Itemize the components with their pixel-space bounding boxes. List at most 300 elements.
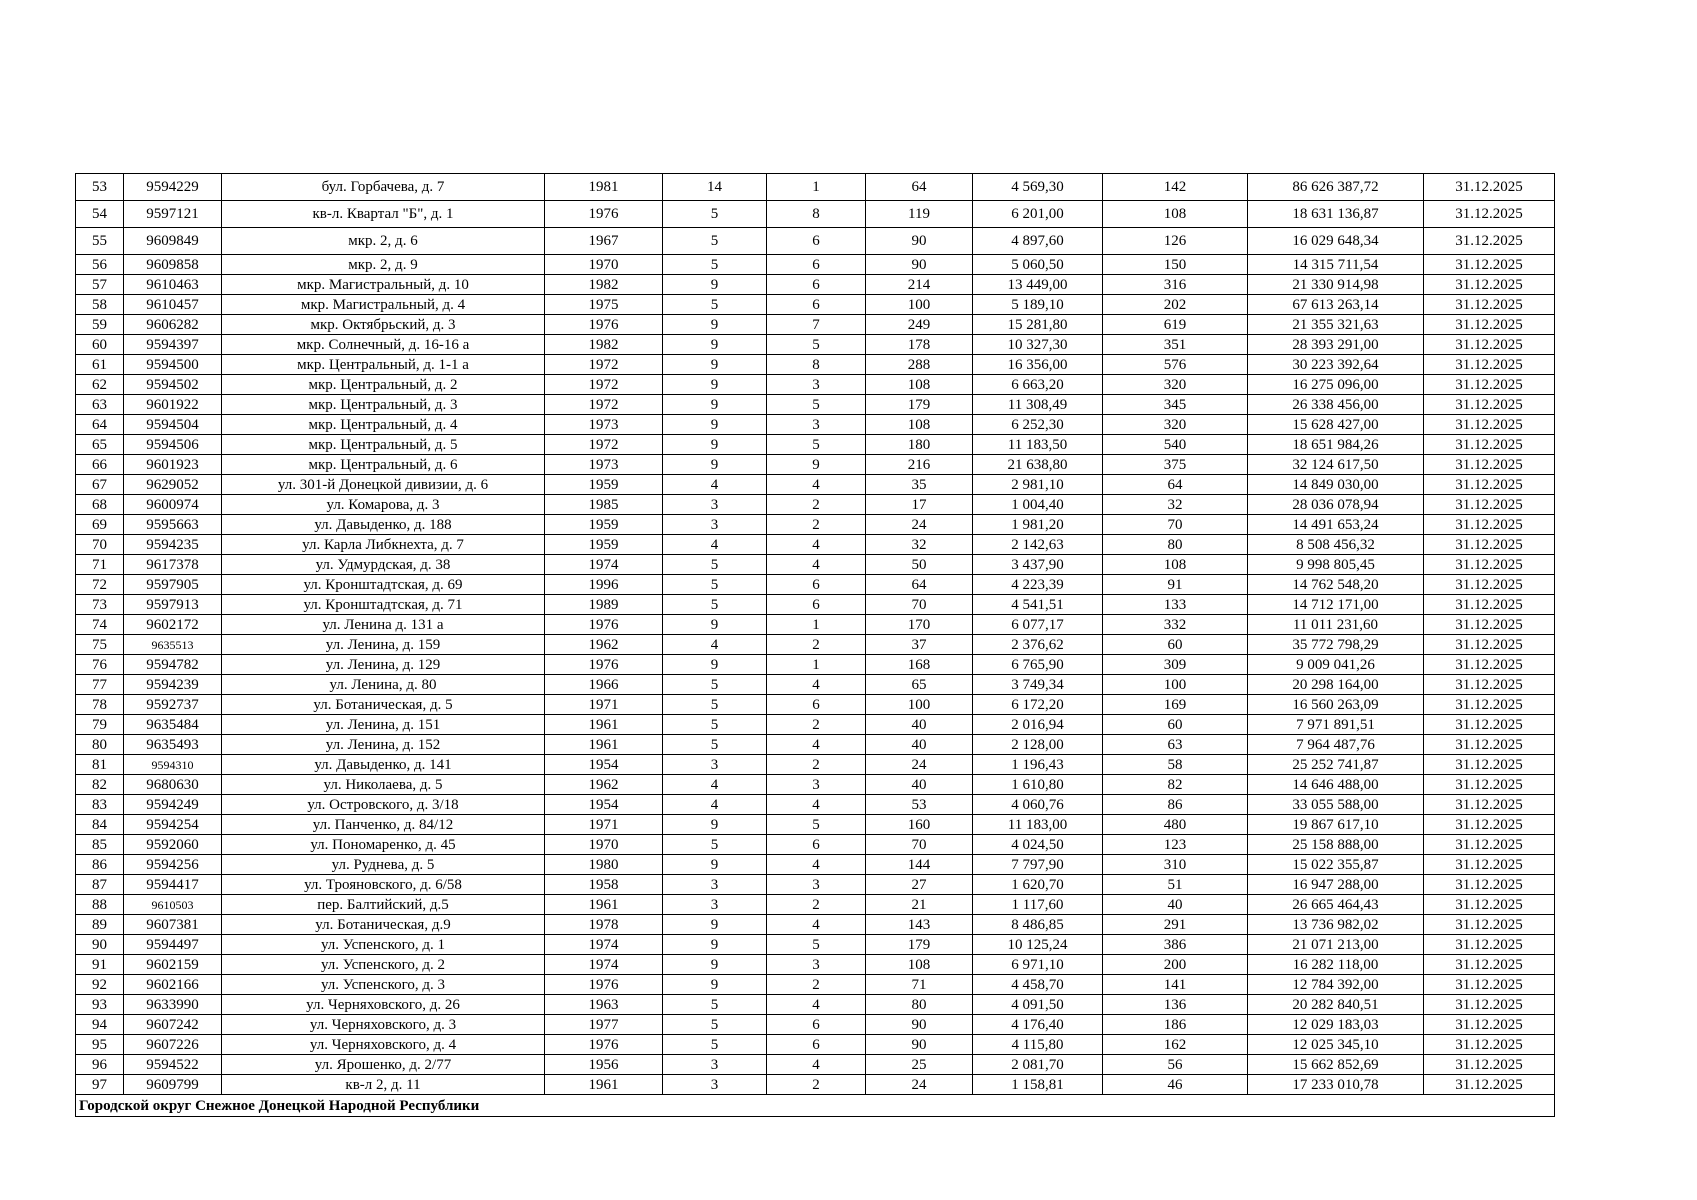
area-cell: 13 449,00	[973, 275, 1103, 295]
object-code: 9607381	[124, 915, 222, 935]
object-code: 9607226	[124, 1035, 222, 1055]
entrance-count: 4	[767, 995, 866, 1015]
table-row	[76, 515, 1555, 535]
flat-count: 178	[866, 335, 973, 355]
object-code: 9594502	[124, 375, 222, 395]
floor-count: 9	[663, 415, 767, 435]
area-cell: 1 117,60	[973, 895, 1103, 915]
entrance-count: 5	[767, 815, 866, 835]
row-number: 89	[76, 915, 124, 935]
build-year: 1974	[545, 955, 663, 975]
address-cell: бул. Горбачева, д. 7	[222, 174, 545, 201]
floor-count: 5	[663, 1035, 767, 1055]
deadline-cell: 31.12.2025	[1424, 1075, 1555, 1095]
cost-cell: 25 252 741,87	[1248, 755, 1424, 775]
object-code: 9594310	[124, 755, 222, 775]
deadline-cell: 31.12.2025	[1424, 875, 1555, 895]
entrance-count: 4	[767, 555, 866, 575]
row-number: 62	[76, 375, 124, 395]
row-number: 64	[76, 415, 124, 435]
build-year: 1966	[545, 675, 663, 695]
flat-count: 21	[866, 895, 973, 915]
entrance-count: 4	[767, 795, 866, 815]
row-number: 83	[76, 795, 124, 815]
area-cell: 1 004,40	[973, 495, 1103, 515]
cost-cell: 16 029 648,34	[1248, 228, 1424, 255]
build-year: 1972	[545, 355, 663, 375]
cost-cell: 30 223 392,64	[1248, 355, 1424, 375]
build-year: 1970	[545, 255, 663, 275]
object-code: 9592060	[124, 835, 222, 855]
floor-count: 9	[663, 935, 767, 955]
area-cell: 4 060,76	[973, 795, 1103, 815]
floor-count: 5	[663, 228, 767, 255]
address-cell: ул. Ленина, д. 159	[222, 635, 545, 655]
flat-count: 32	[866, 535, 973, 555]
cost-cell: 9 998 805,45	[1248, 555, 1424, 575]
area-cell: 4 223,39	[973, 575, 1103, 595]
entrance-count: 8	[767, 201, 866, 228]
deadline-cell: 31.12.2025	[1424, 295, 1555, 315]
table-row	[76, 435, 1555, 455]
resident-count: 123	[1103, 835, 1248, 855]
build-year: 1961	[545, 715, 663, 735]
build-year: 1973	[545, 455, 663, 475]
row-number: 79	[76, 715, 124, 735]
area-cell: 6 971,10	[973, 955, 1103, 975]
area-cell: 2 981,10	[973, 475, 1103, 495]
table-row	[76, 715, 1555, 735]
floor-count: 9	[663, 315, 767, 335]
flat-count: 288	[866, 355, 973, 375]
build-year: 1976	[545, 655, 663, 675]
table-row	[76, 228, 1555, 255]
cost-cell: 35 772 798,29	[1248, 635, 1424, 655]
resident-count: 576	[1103, 355, 1248, 375]
build-year: 1973	[545, 415, 663, 435]
build-year: 1981	[545, 174, 663, 201]
table-row	[76, 835, 1555, 855]
entrance-count: 6	[767, 835, 866, 855]
row-number: 59	[76, 315, 124, 335]
entrance-count: 4	[767, 855, 866, 875]
area-cell: 4 024,50	[973, 835, 1103, 855]
address-cell: мкр. Центральный, д. 5	[222, 435, 545, 455]
area-cell: 1 196,43	[973, 755, 1103, 775]
table-body	[76, 174, 1555, 1095]
entrance-count: 2	[767, 635, 866, 655]
table-row	[76, 735, 1555, 755]
table-row	[76, 415, 1555, 435]
flat-count: 249	[866, 315, 973, 335]
row-number: 94	[76, 1015, 124, 1035]
area-cell: 6 201,00	[973, 201, 1103, 228]
entrance-count: 6	[767, 255, 866, 275]
object-code: 9594256	[124, 855, 222, 875]
entrance-count: 3	[767, 775, 866, 795]
deadline-cell: 31.12.2025	[1424, 515, 1555, 535]
build-year: 1975	[545, 295, 663, 315]
deadline-cell: 31.12.2025	[1424, 435, 1555, 455]
area-cell: 2 128,00	[973, 735, 1103, 755]
table-row	[76, 695, 1555, 715]
address-cell: мкр. 2, д. 9	[222, 255, 545, 275]
address-cell: ул. Давыденко, д. 141	[222, 755, 545, 775]
entrance-count: 4	[767, 1055, 866, 1075]
object-code: 9594229	[124, 174, 222, 201]
object-code: 9602166	[124, 975, 222, 995]
table-row	[76, 855, 1555, 875]
entrance-count: 2	[767, 515, 866, 535]
resident-count: 108	[1103, 201, 1248, 228]
flat-count: 50	[866, 555, 973, 575]
row-number: 63	[76, 395, 124, 415]
table-row	[76, 815, 1555, 835]
resident-count: 46	[1103, 1075, 1248, 1095]
address-cell: ул. Ленина, д. 80	[222, 675, 545, 695]
row-number: 78	[76, 695, 124, 715]
build-year: 1976	[545, 1035, 663, 1055]
floor-count: 3	[663, 755, 767, 775]
floor-count: 4	[663, 775, 767, 795]
row-number: 68	[76, 495, 124, 515]
floor-count: 9	[663, 395, 767, 415]
deadline-cell: 31.12.2025	[1424, 815, 1555, 835]
flat-count: 214	[866, 275, 973, 295]
resident-count: 126	[1103, 228, 1248, 255]
area-cell: 2 142,63	[973, 535, 1103, 555]
entrance-count: 6	[767, 295, 866, 315]
object-code: 9635513	[124, 635, 222, 655]
object-code: 9594506	[124, 435, 222, 455]
entrance-count: 5	[767, 435, 866, 455]
object-code: 9594504	[124, 415, 222, 435]
address-cell: ул. Комарова, д. 3	[222, 495, 545, 515]
object-code: 9602159	[124, 955, 222, 975]
floor-count: 5	[663, 575, 767, 595]
resident-count: 291	[1103, 915, 1248, 935]
resident-count: 60	[1103, 635, 1248, 655]
address-cell: ул. Черняховского, д. 4	[222, 1035, 545, 1055]
resident-count: 100	[1103, 675, 1248, 695]
address-cell: пер. Балтийский, д.5	[222, 895, 545, 915]
cost-cell: 86 626 387,72	[1248, 174, 1424, 201]
object-code: 9594249	[124, 795, 222, 815]
object-code: 9597913	[124, 595, 222, 615]
cost-cell: 26 338 456,00	[1248, 395, 1424, 415]
table-row	[76, 935, 1555, 955]
build-year: 1996	[545, 575, 663, 595]
build-year: 1985	[545, 495, 663, 515]
object-code: 9633990	[124, 995, 222, 1015]
row-number: 84	[76, 815, 124, 835]
resident-count: 386	[1103, 935, 1248, 955]
area-cell: 1 620,70	[973, 875, 1103, 895]
row-number: 87	[76, 875, 124, 895]
table-row	[76, 255, 1555, 275]
row-number: 90	[76, 935, 124, 955]
address-cell: мкр. Центральный, д. 4	[222, 415, 545, 435]
table-row	[76, 595, 1555, 615]
build-year: 1980	[545, 855, 663, 875]
resident-count: 310	[1103, 855, 1248, 875]
floor-count: 9	[663, 455, 767, 475]
floor-count: 3	[663, 515, 767, 535]
address-cell: ул. Ленина, д. 152	[222, 735, 545, 755]
row-number: 86	[76, 855, 124, 875]
build-year: 1956	[545, 1055, 663, 1075]
flat-count: 24	[866, 515, 973, 535]
build-year: 1958	[545, 875, 663, 895]
resident-count: 64	[1103, 475, 1248, 495]
row-number: 67	[76, 475, 124, 495]
deadline-cell: 31.12.2025	[1424, 1035, 1555, 1055]
cost-cell: 33 055 588,00	[1248, 795, 1424, 815]
floor-count: 9	[663, 975, 767, 995]
resident-count: 141	[1103, 975, 1248, 995]
entrance-count: 6	[767, 228, 866, 255]
build-year: 1974	[545, 555, 663, 575]
row-number: 97	[76, 1075, 124, 1095]
cost-cell: 12 029 183,03	[1248, 1015, 1424, 1035]
entrance-count: 2	[767, 755, 866, 775]
deadline-cell: 31.12.2025	[1424, 395, 1555, 415]
area-cell: 6 172,20	[973, 695, 1103, 715]
floor-count: 9	[663, 915, 767, 935]
object-code: 9635484	[124, 715, 222, 735]
object-code: 9594497	[124, 935, 222, 955]
floor-count: 9	[663, 815, 767, 835]
cost-cell: 21 071 213,00	[1248, 935, 1424, 955]
resident-count: 32	[1103, 495, 1248, 515]
build-year: 1976	[545, 975, 663, 995]
address-cell: мкр. Центральный, д. 2	[222, 375, 545, 395]
address-cell: ул. Трояновского, д. 6/58	[222, 875, 545, 895]
object-code: 9594522	[124, 1055, 222, 1075]
row-number: 91	[76, 955, 124, 975]
build-year: 1977	[545, 1015, 663, 1035]
flat-count: 179	[866, 395, 973, 415]
resident-count: 70	[1103, 515, 1248, 535]
flat-count: 144	[866, 855, 973, 875]
table-row	[76, 775, 1555, 795]
floor-count: 3	[663, 1055, 767, 1075]
cost-cell: 7 971 891,51	[1248, 715, 1424, 735]
area-cell: 6 663,20	[973, 375, 1103, 395]
cost-cell: 14 315 711,54	[1248, 255, 1424, 275]
resident-count: 186	[1103, 1015, 1248, 1035]
area-cell: 4 458,70	[973, 975, 1103, 995]
resident-count: 58	[1103, 755, 1248, 775]
resident-count: 82	[1103, 775, 1248, 795]
area-cell: 6 252,30	[973, 415, 1103, 435]
entrance-count: 8	[767, 355, 866, 375]
table-row	[76, 375, 1555, 395]
row-number: 96	[76, 1055, 124, 1075]
resident-count: 309	[1103, 655, 1248, 675]
cost-cell: 9 009 041,26	[1248, 655, 1424, 675]
address-cell: мкр. Центральный, д. 1-1 а	[222, 355, 545, 375]
row-number: 53	[76, 174, 124, 201]
resident-count: 162	[1103, 1035, 1248, 1055]
flat-count: 27	[866, 875, 973, 895]
deadline-cell: 31.12.2025	[1424, 655, 1555, 675]
floor-count: 9	[663, 335, 767, 355]
resident-count: 108	[1103, 555, 1248, 575]
row-number: 70	[76, 535, 124, 555]
entrance-count: 1	[767, 174, 866, 201]
address-cell: ул. Николаева, д. 5	[222, 775, 545, 795]
area-cell: 7 797,90	[973, 855, 1103, 875]
deadline-cell: 31.12.2025	[1424, 1015, 1555, 1035]
flat-count: 90	[866, 255, 973, 275]
cost-cell: 18 631 136,87	[1248, 201, 1424, 228]
flat-count: 65	[866, 675, 973, 695]
floor-count: 5	[663, 835, 767, 855]
deadline-cell: 31.12.2025	[1424, 935, 1555, 955]
resident-count: 63	[1103, 735, 1248, 755]
flat-count: 90	[866, 1035, 973, 1055]
deadline-cell: 31.12.2025	[1424, 895, 1555, 915]
area-cell: 2 016,94	[973, 715, 1103, 735]
address-cell: ул. Ярошенко, д. 2/77	[222, 1055, 545, 1075]
flat-count: 179	[866, 935, 973, 955]
resident-count: 60	[1103, 715, 1248, 735]
object-code: 9594417	[124, 875, 222, 895]
address-cell: мкр. Магистральный, д. 10	[222, 275, 545, 295]
area-cell: 3 749,34	[973, 675, 1103, 695]
entrance-count: 2	[767, 495, 866, 515]
cost-cell: 18 651 984,26	[1248, 435, 1424, 455]
floor-count: 14	[663, 174, 767, 201]
flat-count: 170	[866, 615, 973, 635]
flat-count: 108	[866, 415, 973, 435]
flat-count: 90	[866, 228, 973, 255]
table-row	[76, 555, 1555, 575]
resident-count: 133	[1103, 595, 1248, 615]
flat-count: 119	[866, 201, 973, 228]
table-row	[76, 975, 1555, 995]
build-year: 1961	[545, 1075, 663, 1095]
object-code: 9594500	[124, 355, 222, 375]
floor-count: 3	[663, 895, 767, 915]
resident-count: 142	[1103, 174, 1248, 201]
entrance-count: 4	[767, 915, 866, 935]
row-number: 80	[76, 735, 124, 755]
address-cell: кв-л. Квартал "Б", д. 1	[222, 201, 545, 228]
area-cell: 6 077,17	[973, 615, 1103, 635]
deadline-cell: 31.12.2025	[1424, 835, 1555, 855]
cost-cell: 14 646 488,00	[1248, 775, 1424, 795]
resident-count: 540	[1103, 435, 1248, 455]
row-number: 75	[76, 635, 124, 655]
address-cell: ул. Кронштадтская, д. 71	[222, 595, 545, 615]
floor-count: 5	[663, 295, 767, 315]
entrance-count: 5	[767, 935, 866, 955]
row-number: 60	[76, 335, 124, 355]
floor-count: 4	[663, 535, 767, 555]
cost-cell: 15 628 427,00	[1248, 415, 1424, 435]
object-code: 9594235	[124, 535, 222, 555]
floor-count: 9	[663, 375, 767, 395]
entrance-count: 2	[767, 1075, 866, 1095]
build-year: 1972	[545, 435, 663, 455]
deadline-cell: 31.12.2025	[1424, 995, 1555, 1015]
footer-municipality: Городской округ Снежное Донецкой Народной Республики	[76, 1095, 1555, 1117]
address-cell: ул. Пономаренко, д. 45	[222, 835, 545, 855]
table-row	[76, 995, 1555, 1015]
table-row	[76, 955, 1555, 975]
row-number: 58	[76, 295, 124, 315]
flat-count: 216	[866, 455, 973, 475]
table-row	[76, 1075, 1555, 1095]
area-cell: 11 308,49	[973, 395, 1103, 415]
build-year: 1962	[545, 775, 663, 795]
flat-count: 180	[866, 435, 973, 455]
row-number: 77	[76, 675, 124, 695]
entrance-count: 6	[767, 1015, 866, 1035]
area-cell: 1 981,20	[973, 515, 1103, 535]
object-code: 9602172	[124, 615, 222, 635]
entrance-count: 5	[767, 335, 866, 355]
cost-cell: 15 662 852,69	[1248, 1055, 1424, 1075]
table-row	[76, 395, 1555, 415]
resident-count: 86	[1103, 795, 1248, 815]
deadline-cell: 31.12.2025	[1424, 228, 1555, 255]
address-cell: ул. Успенского, д. 1	[222, 935, 545, 955]
build-year: 1982	[545, 335, 663, 355]
area-cell: 4 569,30	[973, 174, 1103, 201]
area-cell: 6 765,90	[973, 655, 1103, 675]
object-code: 9601923	[124, 455, 222, 475]
deadline-cell: 31.12.2025	[1424, 375, 1555, 395]
entrance-count: 3	[767, 955, 866, 975]
entrance-count: 1	[767, 655, 866, 675]
resident-count: 56	[1103, 1055, 1248, 1075]
row-number: 74	[76, 615, 124, 635]
row-number: 65	[76, 435, 124, 455]
table-row	[76, 295, 1555, 315]
floor-count: 3	[663, 495, 767, 515]
deadline-cell: 31.12.2025	[1424, 615, 1555, 635]
resident-count: 91	[1103, 575, 1248, 595]
entrance-count: 7	[767, 315, 866, 335]
deadline-cell: 31.12.2025	[1424, 555, 1555, 575]
table-row	[76, 635, 1555, 655]
area-cell: 1 158,81	[973, 1075, 1103, 1095]
object-code: 9607242	[124, 1015, 222, 1035]
entrance-count: 6	[767, 575, 866, 595]
deadline-cell: 31.12.2025	[1424, 415, 1555, 435]
cost-cell: 15 022 355,87	[1248, 855, 1424, 875]
address-cell: мкр. Октябрьский, д. 3	[222, 315, 545, 335]
resident-count: 169	[1103, 695, 1248, 715]
row-number: 81	[76, 755, 124, 775]
address-cell: ул. Кронштадтская, д. 69	[222, 575, 545, 595]
flat-count: 70	[866, 595, 973, 615]
cost-cell: 28 036 078,94	[1248, 495, 1424, 515]
table-row	[76, 315, 1555, 335]
row-number: 69	[76, 515, 124, 535]
area-cell: 16 356,00	[973, 355, 1103, 375]
build-year: 1971	[545, 815, 663, 835]
entrance-count: 3	[767, 415, 866, 435]
floor-count: 5	[663, 695, 767, 715]
row-number: 54	[76, 201, 124, 228]
object-code: 9600974	[124, 495, 222, 515]
address-cell: мкр. Центральный, д. 6	[222, 455, 545, 475]
resident-count: 345	[1103, 395, 1248, 415]
